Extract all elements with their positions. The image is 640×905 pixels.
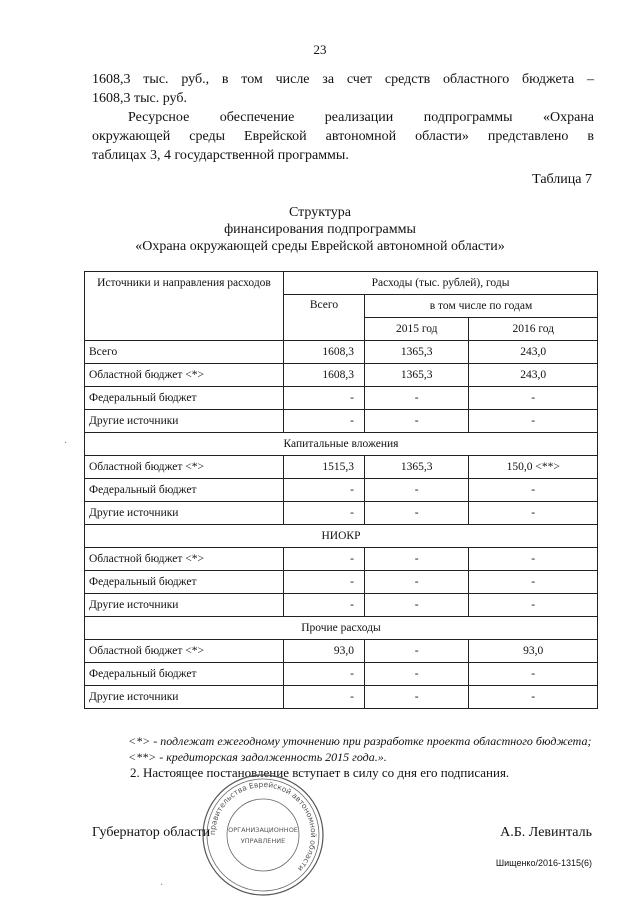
row-2016-cell: - (469, 686, 598, 709)
table-label: Таблица 7 (532, 172, 592, 187)
row-2015-cell: - (365, 479, 469, 502)
official-seal (200, 772, 326, 898)
table-row (85, 686, 598, 709)
row-total-cell: - (284, 686, 365, 709)
header-sources: Источники и направления расходов (85, 272, 284, 341)
row-label-cell: Областной бюджет <*> (85, 548, 284, 571)
row-2016-cell: - (469, 571, 598, 594)
row-2015-cell: - (365, 548, 469, 571)
row-label-cell: Федеральный бюджет (85, 387, 284, 410)
intro-para2-line-2: окружающей среды Еврейской автономной области» представлено в (92, 129, 594, 144)
table-row (85, 571, 598, 594)
row-2016-cell: - (469, 548, 598, 571)
row-2016-cell: - (469, 502, 598, 525)
intro-line-2: 1608,3 тыс. руб. (92, 91, 187, 106)
title-line-1: Структура (288, 205, 352, 220)
row-label-cell: Федеральный бюджет (85, 479, 284, 502)
section-row (85, 525, 598, 548)
table-row (85, 387, 598, 410)
row-2015-cell: - (365, 594, 469, 617)
intro-para2-line-3: таблицах 3, 4 государственной программы. (92, 148, 349, 163)
title-line-2: финансирования подпрограммы (224, 222, 416, 237)
table-row (85, 364, 598, 387)
table-row (85, 594, 598, 617)
row-2016-cell: - (469, 663, 598, 686)
margin-dot-mark: · (64, 438, 68, 449)
row-total-cell: - (284, 502, 365, 525)
table-title (0, 204, 640, 255)
row-total-cell: - (284, 548, 365, 571)
row-2015-cell: - (365, 387, 469, 410)
intro-para2-line-1: Ресурсное обеспечение реализации подпрограммы «Охрана (128, 110, 594, 125)
row-label-cell: Федеральный бюджет (85, 663, 284, 686)
row-label-cell: Областной бюджет <*> (85, 640, 284, 663)
row-label-cell: Областной бюджет <*> (85, 364, 284, 387)
section-row (85, 617, 598, 640)
row-2016-cell: - (469, 410, 598, 433)
title-line-3: «Охрана окружающей среды Еврейской автономной области» (135, 239, 505, 254)
row-total-cell: - (284, 594, 365, 617)
header-total: Всего (284, 295, 365, 341)
row-total-cell: - (284, 387, 365, 410)
seal-center-line-1: ОРГАНИЗАЦИОННОЕ (228, 826, 298, 834)
row-label-cell: Другие источники (85, 502, 284, 525)
table-row (85, 410, 598, 433)
table-row (85, 663, 598, 686)
header-by-year: в том числе по годам (365, 295, 598, 318)
row-2015-cell: - (365, 663, 469, 686)
financing-table (84, 271, 598, 709)
intro-line-1: 1608,3 тыс. руб., в том числе за счет средств областного бюджета – (92, 72, 594, 87)
header-year-2015: 2015 год (365, 318, 469, 341)
footnote-2: <**> - кредиторская задолженность 2015 года.». (128, 750, 387, 764)
table-row (85, 640, 598, 663)
table-row (85, 341, 598, 364)
row-2015-cell: - (365, 502, 469, 525)
row-total-cell: 1515,3 (284, 456, 365, 479)
table-row (85, 548, 598, 571)
page-number: 23 (313, 42, 327, 57)
row-2015-cell: - (365, 686, 469, 709)
header-expenses: Расходы (тыс. рублей), годы (284, 272, 598, 295)
table-row (85, 502, 598, 525)
row-total-cell: 93,0 (284, 640, 365, 663)
row-label-cell: Другие источники (85, 686, 284, 709)
row-2016-cell: 93,0 (469, 640, 598, 663)
seal-ring-text: правительства Еврейской автономной области (207, 779, 319, 874)
row-2015-cell: 1365,3 (365, 364, 469, 387)
row-2016-cell: 150,0 <**> (469, 456, 598, 479)
signatory-position: Губернатор области (92, 825, 211, 840)
row-label-cell: Другие источники (85, 594, 284, 617)
margin-dot-mark-bottom: · (160, 880, 164, 891)
section-row (85, 433, 598, 456)
row-2016-cell: - (469, 387, 598, 410)
row-2015-cell: 1365,3 (365, 456, 469, 479)
row-total-cell: - (284, 410, 365, 433)
row-2016-cell: 243,0 (469, 364, 598, 387)
table-row (85, 479, 598, 502)
section-title: Прочие расходы (85, 617, 598, 640)
row-total-cell: 1608,3 (284, 364, 365, 387)
row-label-cell: Федеральный бюджет (85, 571, 284, 594)
row-2015-cell: 1365,3 (365, 341, 469, 364)
section-title: Капитальные вложения (85, 433, 598, 456)
resolution-clause: 2. Настоящее постановление вступает в силу со дня его подписания. (130, 765, 510, 780)
table-row (85, 456, 598, 479)
signatory-name: А.Б. Левинталь (500, 825, 592, 840)
document-code: Шищенко/2016-1315(6) (495, 858, 592, 868)
header-year-2016: 2016 год (469, 318, 598, 341)
row-label-cell: Всего (85, 341, 284, 364)
row-total-cell: - (284, 663, 365, 686)
row-2015-cell: - (365, 640, 469, 663)
row-total-cell: 1608,3 (284, 341, 365, 364)
row-2016-cell: - (469, 594, 598, 617)
row-2016-cell: 243,0 (469, 341, 598, 364)
footnote-1: <*> - подлежат ежегодному уточнению при разработке проекта областного бюджета; (128, 734, 592, 748)
seal-center-line-2: УПРАВЛЕНИЕ (240, 837, 286, 845)
row-label-cell: Другие источники (85, 410, 284, 433)
footnotes (128, 733, 591, 765)
row-2015-cell: - (365, 410, 469, 433)
section-title: НИОКР (85, 525, 598, 548)
intro-text (92, 70, 594, 165)
row-total-cell: - (284, 571, 365, 594)
row-2016-cell: - (469, 479, 598, 502)
row-2015-cell: - (365, 571, 469, 594)
row-total-cell: - (284, 479, 365, 502)
row-label-cell: Областной бюджет <*> (85, 456, 284, 479)
